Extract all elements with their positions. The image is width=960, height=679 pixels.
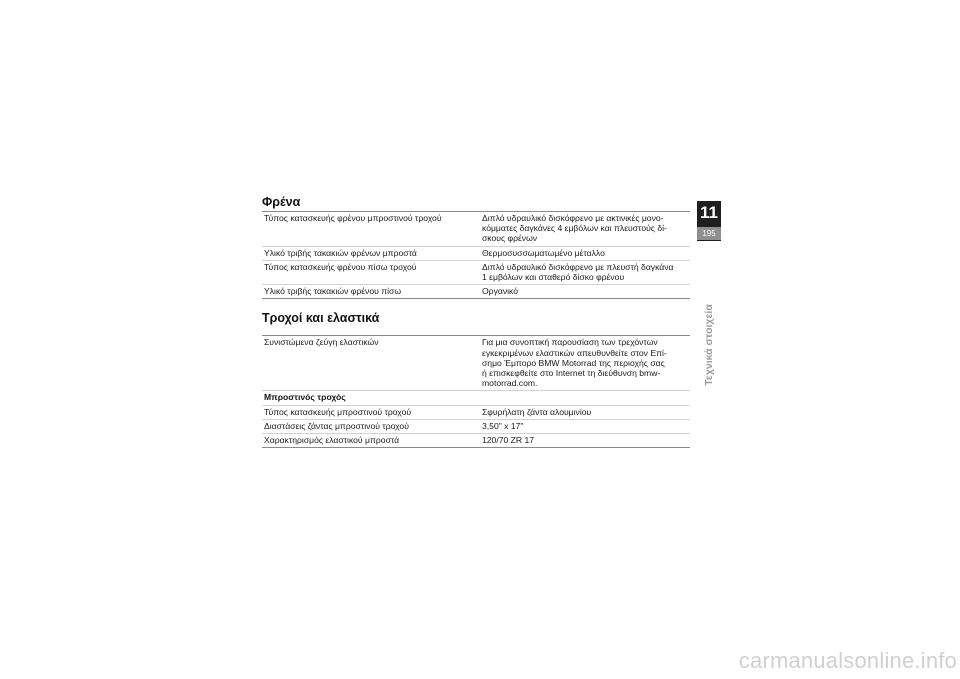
table-subheading-row xyxy=(262,391,690,405)
chapter-tab xyxy=(697,201,721,241)
chapter-number: 11 xyxy=(700,203,718,222)
row-label: Υλικό τριβής τακακιών φρένου πίσω xyxy=(264,286,402,297)
row-value: Σφυρήλατη ζάντα αλουμινίου xyxy=(482,406,592,417)
front-wheel-subheading: Μπροστινός τροχός xyxy=(264,392,346,403)
row-value: Για μια συνοπτική παρουσίαση των τρεχόντων εγκεκριμένων ελαστικών απευθυνθείτε στον Επί- σημο Έμπορο BMW Motorrad της περιοχής σας ή επισκεφθείτε στο Internet τη διεύθυνση bmw- motorrad.com. xyxy=(482,337,667,389)
row-label: Χαρακτηρισμός ελαστικού μπροστά xyxy=(264,435,400,446)
row-value: 3,50" x 17" xyxy=(482,420,524,431)
brakes-heading: Φρένα xyxy=(262,195,301,209)
table-row xyxy=(262,434,690,448)
table-row xyxy=(262,405,690,419)
chapter-title: Τεχνικά στοιχεία xyxy=(703,304,715,386)
wheels-heading: Τροχοί και ελαστικά xyxy=(262,311,380,326)
row-value: 120/70 ZR 17 xyxy=(482,435,535,446)
row-value: Διπλό υδραυλικό δισκόφρενο με ακτινικές μονο- κόμματες δαγκάνες 4 εμβόλων και πλευστούς δί- σκους φρένων xyxy=(482,213,667,244)
spec-content xyxy=(262,194,690,448)
row-label: Διαστάσεις ζάντας μπροστινού τροχού xyxy=(264,420,409,431)
table-row xyxy=(262,285,690,299)
row-value: Οργανικό xyxy=(482,286,519,297)
page-number: 195 xyxy=(697,227,721,240)
row-value: Θερμοσυσσωματωμένο μέταλλο xyxy=(482,247,605,258)
table-row xyxy=(262,246,690,260)
chapter-side-label xyxy=(699,300,719,390)
row-label: Τύπος κατασκευής φρένου μπροστινού τροχού xyxy=(264,213,442,223)
row-value: Διπλό υδραυλικό δισκόφρενο με πλευστή δαγκάνα 1 εμβόλων και σταθερό δίσκο φρένου xyxy=(482,261,674,283)
table-row xyxy=(262,212,690,247)
row-label: Υλικό τριβής τακακιών φρένων μπροστά xyxy=(264,247,417,258)
row-label: Τύπος κατασκευής φρένου πίσω τροχού xyxy=(264,261,417,272)
wheels-table xyxy=(262,335,690,448)
table-row xyxy=(262,336,690,391)
row-label: Συνιστώμενα ζεύγη ελαστικών xyxy=(264,337,379,348)
watermark: carmanualsonline.info xyxy=(738,648,957,673)
table-row xyxy=(262,419,690,433)
table-row xyxy=(262,260,690,284)
row-label: Τύπος κατασκευής μπροστινού τροχού xyxy=(264,406,412,417)
brakes-table xyxy=(262,211,690,299)
